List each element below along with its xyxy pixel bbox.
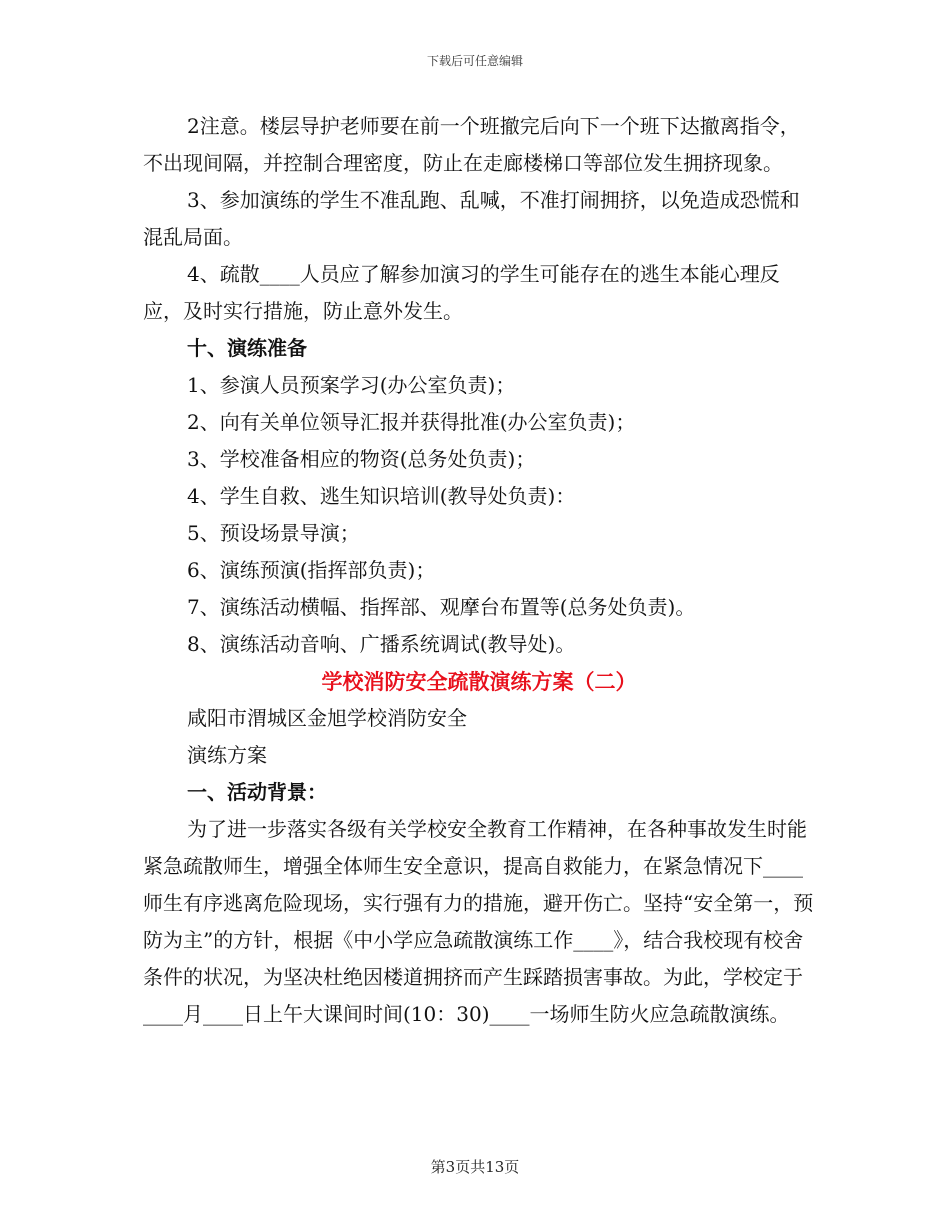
section-10-heading: 十、演练准备 (187, 336, 307, 360)
page-header: 下载后可任意编辑 (426, 54, 523, 68)
note-paragraph-3: 3、参加演练的学生不准乱跑、乱喊，不准打闹拥挤，以免造成恐慌和混乱局面。 (143, 188, 800, 249)
prep-item-2: 2、向有关单位领导汇报并获得批准(办公室负责)； (187, 410, 636, 434)
page-footer: 第3页共13页 (430, 1158, 520, 1176)
plan-2-subtitle-line: 演练方案 (187, 743, 267, 767)
plan-2-school-line: 咸阳市渭城区金旭学校消防安全 (187, 706, 467, 730)
note-paragraph-2: 2注意。楼层导护老师要在前一个班撤完后向下一个班下达撤离指令，不出现间隔，并控制合理密度，防止在走廊楼梯口等部位发生拥挤现象。 (143, 114, 800, 175)
document-body (143, 108, 815, 1033)
plan-2-title: 学校消防安全疏散演练方案（二） (321, 669, 637, 694)
prep-item-7: 7、演练活动横幅、指挥部、观摩台布置等(总务处负责)。 (187, 595, 696, 619)
prep-item-6: 6、演练预演(指挥部负责)； (187, 558, 436, 582)
prep-item-8: 8、演练活动音响、广播系统调试(教导处)。 (187, 632, 576, 656)
prep-item-3: 3、学校准备相应的物资(总务处负责)； (187, 447, 536, 471)
background-paragraph: 为了进一步落实各级有关学校安全教育工作精神，在各种事故发生时能紧急疏散师生，增强全体师生安全意识，提高自救能力，在紧急情况下____师生有序逃离危险现场，实行强有力的措施，避开伤亡。坚持“安全第一，预防为主”的方针，根据《中小学应急疏散演练工作____》，结合我校现有校舍条件的状况，为坚决杜绝因楼道拥挤而产生踩踏损害事故。为此，学校定于____月____日上午大课间时间(10：30)____一场师生防火应急疏散演练。 (143, 817, 814, 1026)
background-heading: 一、活动背景： (187, 780, 327, 804)
prep-item-4: 4、学生自救、逃生知识培训(教导处负责)： (187, 484, 576, 508)
prep-item-1: 1、参演人员预案学习(办公室负责)； (187, 373, 516, 397)
note-paragraph-4: 4、疏散____人员应了解参加演习的学生可能存在的逃生本能心理反应，及时实行措施，防止意外发生。 (143, 262, 780, 323)
prep-item-5: 5、预设场景导演； (187, 521, 360, 545)
